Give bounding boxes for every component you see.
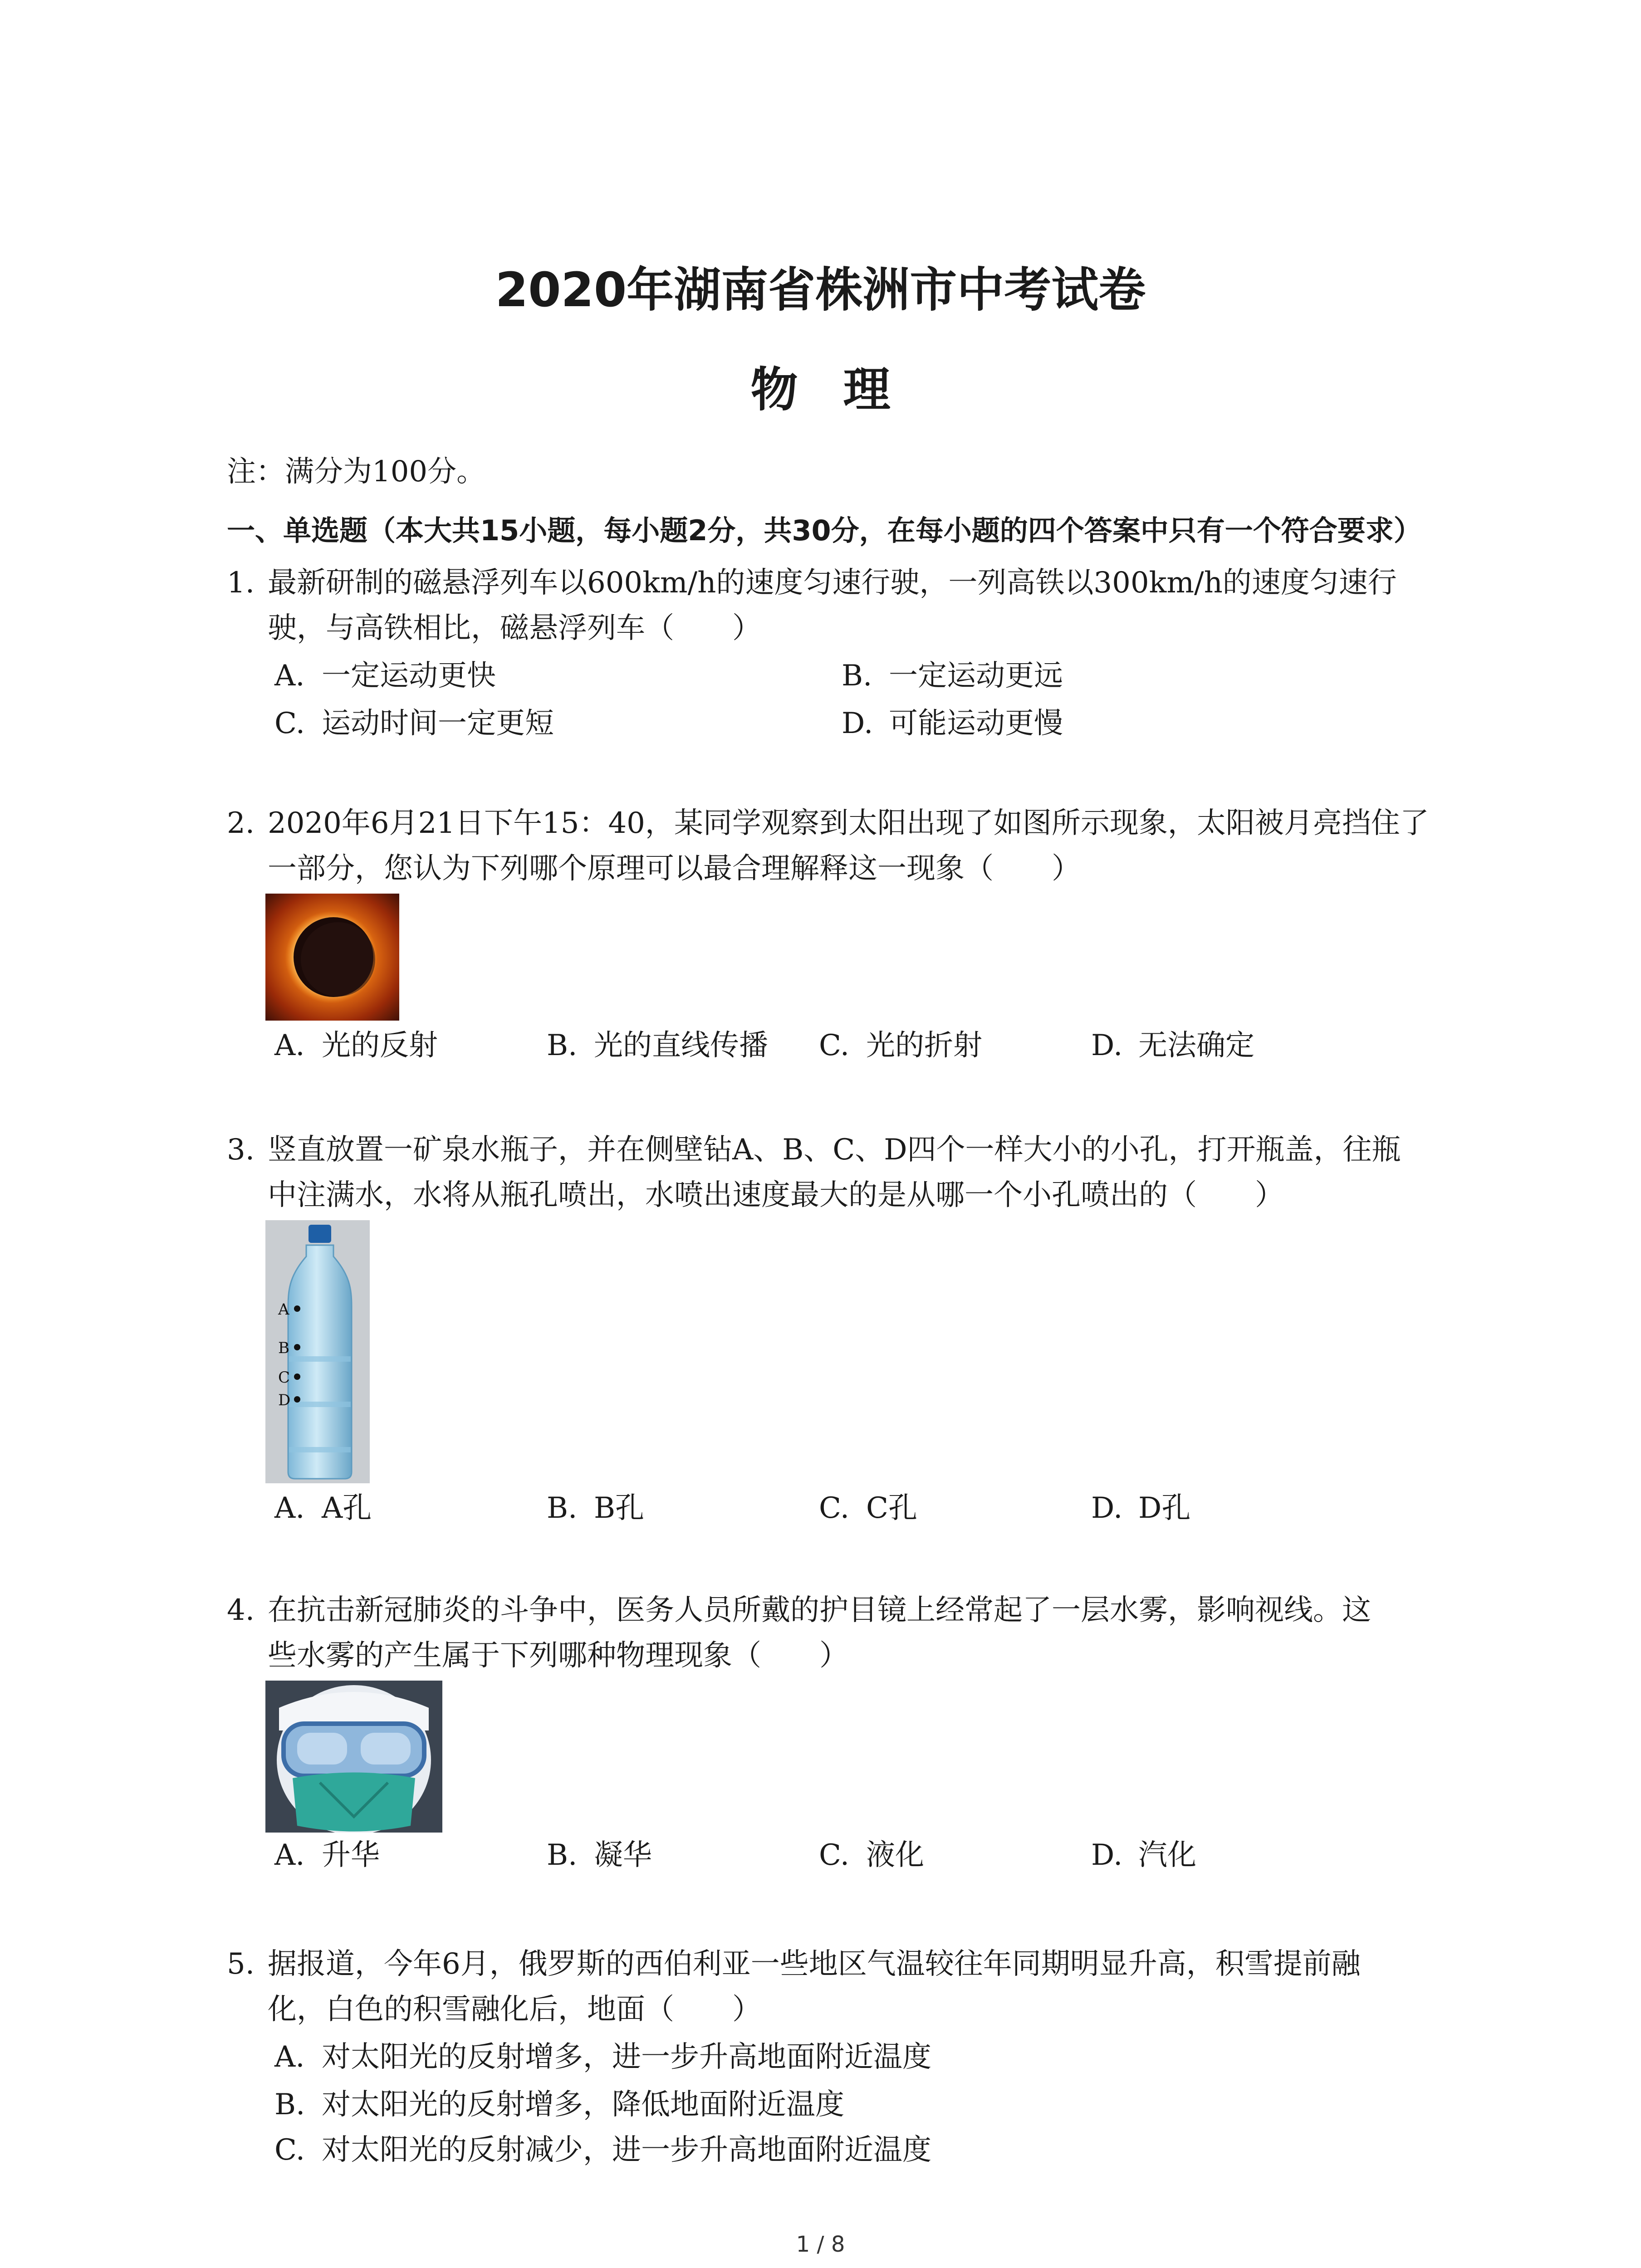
option-letter: C. <box>274 707 305 740</box>
option-text: 液化 <box>866 1838 924 1872</box>
option-text: 汽化 <box>1138 1838 1196 1872</box>
option-letter: A. <box>274 1029 305 1062</box>
option-text: 对太阳光的反射增多，进一步升高地面附近温度 <box>322 2040 931 2074</box>
option-b <box>547 1490 644 1526</box>
question-number: 2. <box>227 807 255 840</box>
option-c <box>819 1837 924 1873</box>
hole-label: A <box>278 1300 289 1319</box>
option-c <box>274 705 554 742</box>
option-b <box>842 658 1063 694</box>
option-text: C孔 <box>866 1491 917 1525</box>
option-text: 可能运动更慢 <box>889 707 1063 740</box>
option-text: 光的反射 <box>322 1029 438 1062</box>
question-number: 1. <box>227 566 255 600</box>
option-letter: D. <box>1091 1838 1123 1872</box>
question-number: 4. <box>227 1593 255 1627</box>
question-text: 2020年6月21日下午15：40，某同学观察到太阳出现了如图所示现象，太阳被月亮挡住了 <box>268 807 1429 840</box>
option-letter: B. <box>547 1838 578 1872</box>
option-letter: A. <box>274 2040 305 2074</box>
option-b <box>274 2087 844 2123</box>
question-text: 驶，与高铁相比，磁悬浮列车（ ） <box>268 611 761 645</box>
option-text: B孔 <box>594 1491 645 1525</box>
question-text: 据报道，今年6月，俄罗斯的西伯利亚一些地区气温较往年同期明显升高，积雪提前融 <box>268 1947 1361 1981</box>
section-heading: 一、单选题（本大共15小题，每小题2分，共30分，在每小题的四个答案中只有一个符合要求） <box>227 514 1422 547</box>
option-letter: B. <box>274 2088 305 2121</box>
option-text: 光的折射 <box>866 1029 982 1062</box>
option-d <box>1091 1027 1254 1064</box>
option-letter: D. <box>1091 1491 1123 1525</box>
option-text: D孔 <box>1138 1491 1191 1525</box>
option-b <box>547 1837 652 1873</box>
option-text: 一定运动更远 <box>889 659 1063 693</box>
water-bottle-image <box>265 1220 370 1483</box>
question-number: 5. <box>227 1947 255 1981</box>
score-note: 注：满分为100分。 <box>227 455 486 489</box>
option-letter: B. <box>842 659 872 693</box>
goggles-mask-image <box>265 1681 442 1833</box>
option-letter: C. <box>274 2133 305 2167</box>
hole-label: C <box>278 1369 290 1387</box>
option-text: 升华 <box>322 1838 380 1872</box>
option-a <box>274 658 496 694</box>
option-letter: C. <box>819 1029 850 1062</box>
question-text: 一部分，您认为下列哪个原理可以最合理解释这一现象（ ） <box>268 852 1081 885</box>
option-text: 对太阳光的反射减少，进一步升高地面附近温度 <box>322 2133 931 2167</box>
option-text: A孔 <box>322 1491 372 1525</box>
option-letter: C. <box>819 1491 850 1525</box>
question-text: 些水雾的产生属于下列哪种物理现象（ ） <box>268 1639 848 1672</box>
question-text: 竖直放置一矿泉水瓶子，并在侧壁钻A、B、C、D四个一样大小的小孔，打开瓶盖，往瓶 <box>268 1133 1401 1167</box>
question-text: 化，白色的积雪融化后，地面（ ） <box>268 1993 761 2026</box>
option-a <box>274 1490 372 1526</box>
page-number: 1 / 8 <box>796 2232 845 2257</box>
hole-label: D <box>278 1391 291 1409</box>
option-letter: B. <box>547 1029 578 1062</box>
question-number: 3. <box>227 1133 255 1167</box>
question-text: 中注满水，水将从瓶孔喷出，水喷出速度最大的是从哪一个小孔喷出的（ ） <box>268 1178 1284 1212</box>
solar-eclipse-image <box>265 894 399 1021</box>
option-letter: A. <box>274 659 305 693</box>
option-c <box>819 1027 982 1064</box>
option-b <box>547 1027 768 1064</box>
hole-label: B <box>278 1339 289 1357</box>
option-letter: B. <box>547 1491 578 1525</box>
option-letter: D. <box>842 707 873 740</box>
option-d <box>1091 1837 1196 1873</box>
option-letter: D. <box>1091 1029 1123 1062</box>
option-text: 对太阳光的反射增多，降低地面附近温度 <box>322 2088 844 2121</box>
option-text: 凝华 <box>594 1838 652 1872</box>
option-letter: C. <box>819 1838 850 1872</box>
subject-title: 物理 <box>750 362 936 417</box>
option-c <box>274 2132 931 2168</box>
question-text: 最新研制的磁悬浮列车以600km/h的速度匀速行驶，一列高铁以300km/h的速度匀速行 <box>268 566 1397 600</box>
option-text: 无法确定 <box>1138 1029 1254 1062</box>
option-letter: A. <box>274 1838 305 1872</box>
question-text: 在抗击新冠肺炎的斗争中，医务人员所戴的护目镜上经常起了一层水雾，影响视线。这 <box>268 1593 1371 1627</box>
option-text: 光的直线传播 <box>594 1029 768 1062</box>
option-d <box>1091 1490 1190 1526</box>
option-text: 运动时间一定更短 <box>322 707 554 740</box>
option-a <box>274 1837 380 1873</box>
exam-title: 2020年湖南省株洲市中考试卷 <box>495 262 1146 318</box>
option-a <box>274 1027 438 1064</box>
option-a <box>274 2039 931 2075</box>
option-letter: A. <box>274 1491 305 1525</box>
option-d <box>842 705 1063 742</box>
option-c <box>819 1490 917 1526</box>
option-text: 一定运动更快 <box>322 659 496 693</box>
